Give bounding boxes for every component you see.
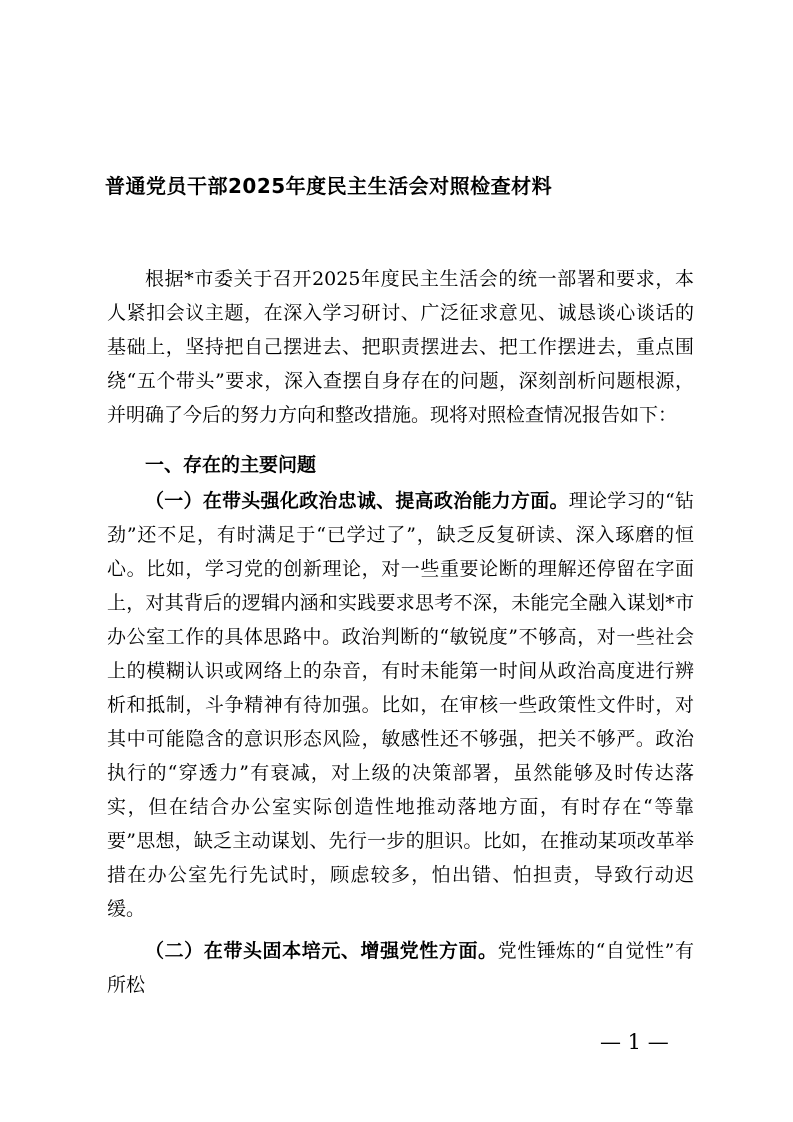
item-2-text: 党性锤炼的“自觉性”有所松 xyxy=(107,940,694,996)
item-2-lead: （二）在带头固本培元、增强党性方面。 xyxy=(145,940,498,962)
intro-paragraph: 根据*市委关于召开2025年度民主生活会的统一部署和要求，本人紧扣会议主题，在深入学习研讨、广泛征求意见、诚恳谈心谈话的基础上，坚持把自己摆进去、把职责摆进去、把工作摆进去，重点围绕“五个带头”要求，深入查摆自身存在的问题，深刻剖析问题根源，并明确了今后的努力方向和整改措施。现将对照检查情况报告如下： xyxy=(107,268,694,426)
item-1-lead: （一）在带头强化政治忠诚、提高政治能力方面。 xyxy=(145,490,569,512)
page-title: 普通党员干部2025年度民主生活会对照检查材料 xyxy=(105,174,553,198)
section-heading: 一、存在的主要问题 xyxy=(145,454,317,476)
page-number: — 1 — xyxy=(600,1030,669,1054)
paragraph-item-2 xyxy=(107,934,694,1002)
paragraph-item-1 xyxy=(107,484,694,926)
item-1-text: 理论学习的“钻劲”还不足，有时满足于“已学过了”，缺乏反复研读、深入琢磨的恒心。比如，学习党的创新理论，对一些重要论断的理解还停留在字面上，对其背后的逻辑内涵和实践要求思考不深，未能完全融入谋划*市办公室工作的具体思路中。政治判断的“敏锐度”不够高，对一些社会上的模糊认识或网络上的杂音，有时未能第一时间从政治高度进行辨析和抵制，斗争精神有待加强。比如，在审核一些政策性文件时，对其中可能隐含的意识形态风险，敏感性还不够强，把关不够严。政治执行的“穿透力”有衰减，对上级的决策部署，虽然能够及时传达落实，但在结合办公室实际创造性地推动落地方面，有时存在“等靠要”思想，缺乏主动谋划、先行一步的胆识。比如，在推动某项改革举措在办公室先行先试时，顾虑较多，怕出错、怕担责，导致行动迟缓。 xyxy=(107,490,694,920)
